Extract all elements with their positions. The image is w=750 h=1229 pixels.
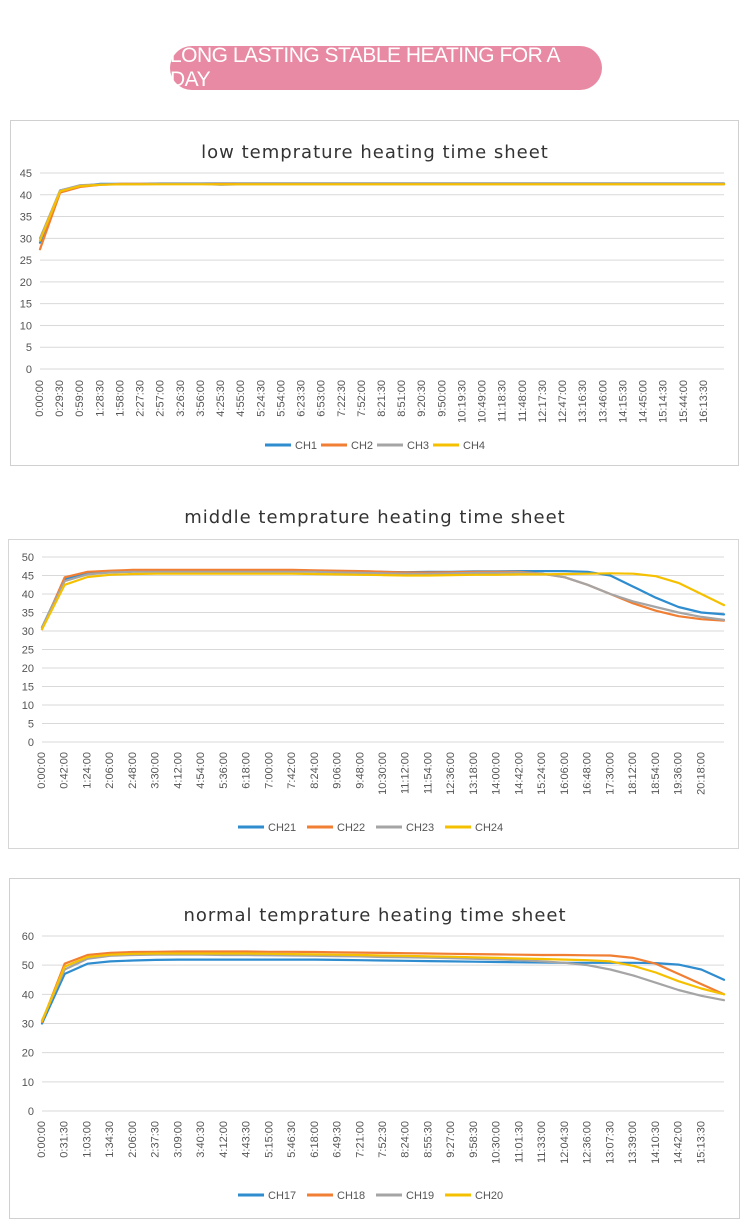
- x-tick-label: 12:17:30: [536, 380, 549, 423]
- x-tick-label: 6:49:30: [331, 1121, 344, 1158]
- x-tick-label: 1:58:00: [114, 380, 127, 417]
- x-tick-label: 4:12:00: [217, 1121, 230, 1158]
- x-tick-label: 11:48:00: [516, 380, 529, 423]
- x-tick-label: 14:00:00: [490, 752, 503, 795]
- x-tick-label: 8:55:30: [422, 1121, 435, 1158]
- x-tick-label: 10:19:30: [456, 380, 469, 423]
- x-tick-label: 2:27:30: [134, 380, 147, 417]
- y-tick-label: 40: [19, 189, 32, 202]
- x-tick-label: 10:30:00: [377, 752, 389, 795]
- x-tick-label: 1:28:30: [94, 380, 107, 417]
- x-tick-label: 6:53:00: [315, 380, 328, 417]
- series-line-ch17: [42, 960, 724, 1024]
- x-tick-label: 1:24:00: [81, 752, 94, 789]
- x-tick-label: 13:46:00: [597, 380, 610, 423]
- x-tick-label: 4:12:00: [172, 752, 185, 789]
- x-tick-label: 12:04:30: [558, 1121, 571, 1164]
- legend-label-ch21: CH21: [268, 822, 297, 834]
- x-tick-label: 11:54:00: [422, 752, 435, 795]
- x-tick-label: 7:52:30: [377, 1121, 389, 1158]
- header-banner: [170, 46, 602, 90]
- x-tick-label: 12:47:00: [557, 380, 570, 423]
- x-tick-label: 9:48:00: [354, 752, 367, 789]
- x-tick-label: 9:58:30: [467, 1121, 480, 1158]
- y-tick-label: 30: [19, 233, 32, 246]
- x-tick-label: 18:54:00: [649, 752, 662, 795]
- legend-label-ch1: CH1: [295, 440, 318, 452]
- x-tick-label: 15:24:00: [536, 752, 549, 795]
- chart-low-temperature: [0, 160, 750, 460]
- x-tick-label: 5:54:00: [275, 380, 288, 417]
- legend-label-ch19: CH19: [406, 1190, 435, 1202]
- x-tick-label: 16:48:00: [581, 752, 594, 795]
- x-tick-label: 16:06:00: [558, 752, 571, 795]
- x-tick-label: 15:44:00: [677, 380, 690, 423]
- legend-label-ch3: CH3: [407, 440, 430, 452]
- x-tick-label: 12:36:00: [445, 752, 458, 795]
- x-tick-label: 14:42:00: [513, 752, 526, 795]
- x-tick-label: 6:18:00: [308, 1121, 321, 1158]
- x-tick-label: 2:06:00: [104, 752, 117, 789]
- y-tick-label: 45: [21, 570, 34, 583]
- x-tick-label: 7:22:30: [335, 380, 348, 417]
- x-tick-label: 10:30:00: [490, 1121, 503, 1164]
- series-line-ch1: [40, 184, 724, 243]
- x-tick-label: 9:27:00: [445, 1121, 458, 1158]
- x-tick-label: 2:57:00: [154, 380, 167, 417]
- legend-label-ch2: CH2: [351, 440, 374, 452]
- y-tick-label: 40: [21, 589, 34, 601]
- x-tick-label: 3:30:00: [149, 752, 162, 789]
- chart-middle-temperature: [0, 540, 750, 840]
- y-tick-label: 10: [21, 700, 34, 712]
- y-tick-label: 60: [21, 931, 34, 943]
- x-tick-label: 19:36:00: [672, 752, 685, 795]
- x-tick-label: 2:06:00: [126, 1121, 139, 1158]
- x-tick-label: 8:51:00: [396, 380, 409, 417]
- x-tick-label: 2:48:00: [126, 752, 139, 789]
- x-tick-label: 3:40:30: [195, 1121, 208, 1158]
- x-tick-label: 4:55:00: [235, 380, 248, 417]
- x-tick-label: 14:42:00: [672, 1121, 685, 1164]
- legend-label-ch17: CH17: [268, 1190, 297, 1202]
- x-tick-label: 0:00:00: [36, 1121, 48, 1158]
- y-tick-label: 0: [27, 1106, 34, 1118]
- y-tick-label: 50: [21, 552, 34, 564]
- x-tick-label: 0:29:30: [54, 380, 67, 417]
- x-tick-label: 10:49:00: [476, 380, 489, 423]
- y-tick-label: 15: [19, 298, 32, 311]
- x-tick-label: 5:46:30: [286, 1121, 299, 1158]
- x-tick-label: 0:59:00: [74, 380, 87, 417]
- x-tick-label: 11:12:00: [399, 752, 412, 795]
- x-tick-label: 6:23:30: [295, 380, 308, 417]
- x-tick-label: 0:00:00: [34, 380, 46, 417]
- x-tick-label: 1:34:30: [104, 1121, 117, 1158]
- y-tick-label: 10: [19, 320, 32, 333]
- chart-title-low: low temprature heating time sheet: [201, 142, 549, 163]
- legend-label-ch22: CH22: [337, 822, 366, 834]
- x-tick-label: 3:26:30: [174, 380, 187, 417]
- legend-label-ch24: CH24: [475, 822, 504, 834]
- x-tick-label: 11:18:30: [496, 380, 509, 423]
- x-tick-label: 8:24:00: [308, 752, 321, 789]
- y-tick-label: 25: [19, 255, 32, 268]
- x-tick-label: 7:42:00: [286, 752, 299, 789]
- x-tick-label: 5:24:30: [255, 380, 268, 417]
- x-tick-label: 0:42:00: [58, 752, 71, 789]
- x-tick-label: 2:37:30: [149, 1121, 162, 1158]
- legend-label-ch23: CH23: [406, 822, 435, 834]
- x-tick-label: 13:16:30: [577, 380, 590, 423]
- chart-title-normal: normal temprature heating time sheet: [183, 905, 567, 926]
- x-tick-label: 0:31:30: [58, 1121, 71, 1158]
- x-tick-label: 7:52:00: [355, 380, 368, 417]
- y-tick-label: 0: [25, 364, 32, 376]
- y-tick-label: 20: [21, 1047, 34, 1060]
- y-tick-label: 35: [21, 607, 34, 620]
- y-tick-label: 20: [21, 663, 34, 675]
- legend-label-ch20: CH20: [475, 1190, 504, 1202]
- y-tick-label: 10: [21, 1076, 34, 1089]
- x-tick-label: 4:54:00: [195, 752, 208, 789]
- legend-label-ch4: CH4: [463, 440, 486, 452]
- series-line-ch20: [42, 954, 724, 1022]
- x-tick-label: 5:15:00: [263, 1121, 276, 1158]
- x-tick-label: 16:13:30: [697, 380, 710, 423]
- x-tick-label: 8:24:00: [399, 1121, 412, 1158]
- x-tick-label: 13:18:00: [467, 752, 480, 795]
- x-tick-label: 15:13:30: [695, 1121, 708, 1164]
- legend-label-ch18: CH18: [337, 1190, 366, 1202]
- chart-normal-temperature: [0, 925, 750, 1215]
- x-tick-label: 9:06:00: [331, 752, 344, 789]
- y-tick-label: 5: [27, 718, 34, 731]
- y-tick-label: 0: [27, 737, 34, 749]
- series-line-ch22: [42, 570, 724, 629]
- y-tick-label: 5: [25, 342, 32, 355]
- x-tick-label: 12:36:00: [581, 1121, 594, 1164]
- y-tick-label: 35: [19, 211, 32, 224]
- x-tick-label: 9:50:00: [436, 380, 449, 417]
- series-line-ch4: [40, 184, 724, 240]
- x-tick-label: 14:45:00: [637, 380, 650, 423]
- x-tick-label: 3:56:00: [194, 380, 207, 417]
- x-tick-label: 14:15:30: [617, 380, 630, 423]
- x-tick-label: 18:12:00: [627, 752, 640, 795]
- y-tick-label: 30: [21, 626, 34, 638]
- x-tick-label: 15:14:30: [657, 380, 670, 423]
- x-tick-label: 4:25:30: [215, 380, 228, 417]
- x-tick-label: 5:36:00: [217, 752, 230, 789]
- x-tick-label: 13:07:30: [604, 1121, 617, 1164]
- y-tick-label: 30: [21, 1018, 34, 1031]
- x-tick-label: 7:21:00: [354, 1121, 367, 1158]
- y-tick-label: 40: [21, 989, 34, 1002]
- x-tick-label: 20:18:00: [695, 752, 708, 795]
- x-tick-label: 11:01:30: [513, 1121, 526, 1164]
- series-line-ch3: [40, 184, 724, 238]
- x-tick-label: 1:03:00: [81, 1121, 94, 1158]
- x-tick-label: 8:21:30: [376, 380, 388, 417]
- x-tick-label: 11:33:00: [536, 1121, 549, 1164]
- x-tick-label: 13:39:00: [627, 1121, 640, 1164]
- x-tick-label: 17:30:00: [604, 752, 617, 795]
- y-tick-label: 20: [19, 276, 32, 289]
- x-tick-label: 4:43:30: [240, 1121, 253, 1158]
- y-tick-label: 50: [21, 960, 34, 973]
- x-tick-label: 6:18:00: [240, 752, 253, 789]
- y-tick-label: 25: [21, 644, 34, 657]
- chart-title-middle: middle temprature heating time sheet: [184, 507, 566, 528]
- x-tick-label: 0:00:00: [36, 752, 48, 789]
- x-tick-label: 7:00:00: [263, 752, 276, 789]
- banner-text: LONG LASTING STABLE HEATING FOR A DAY: [170, 44, 559, 91]
- y-tick-label: 15: [21, 681, 34, 694]
- x-tick-label: 14:10:30: [649, 1121, 662, 1164]
- y-tick-label: 45: [19, 168, 32, 180]
- x-tick-label: 9:20:30: [416, 380, 429, 417]
- x-tick-label: 3:09:00: [172, 1121, 185, 1158]
